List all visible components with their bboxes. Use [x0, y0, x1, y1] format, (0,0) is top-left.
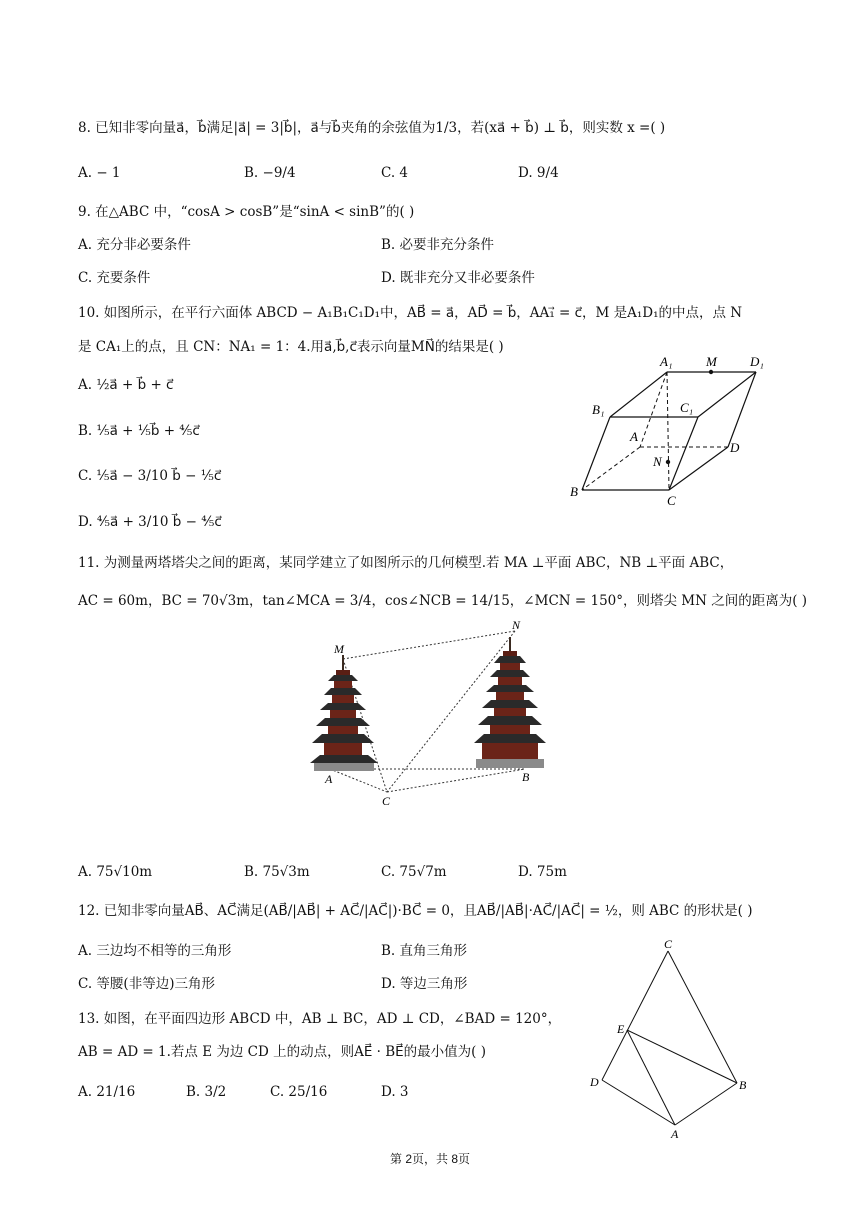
q9-stem: 9. 在△ABC 中，“cosA > cosB”是“sinA < sinB”的( ): [78, 204, 415, 220]
q8-option-a: A. − 1: [78, 165, 121, 181]
quad-label-b: B: [739, 1078, 747, 1092]
q9-option-c: C. 充要条件: [78, 270, 151, 286]
q12-option-d: D. 等边三角形: [381, 976, 468, 992]
label-d: D: [730, 440, 740, 455]
quad-label-e: E: [617, 1022, 625, 1036]
point-n: [666, 460, 670, 464]
q10-option-d: D. ⅘a⃗ + 3/10 b⃗ − ⅘c⃗: [78, 514, 222, 530]
q10-stem-line1: 10. 如图所示，在平行六面体 ABCD − A₁B₁C₁D₁中，AB⃗ = a⃗，AD⃗ = b⃗，AA₁⃗ = c⃗，M 是A₁D₁的中点，点 N: [78, 305, 743, 321]
q9-option-b: B. 必要非充分条件: [381, 237, 495, 253]
q9-option-a: A. 充分非必要条件: [78, 237, 191, 253]
q8-option-c: C. 4: [381, 165, 409, 181]
label-a: A: [630, 429, 638, 444]
quadrilateral-figure: [585, 935, 760, 1145]
parallelepiped-figure: [570, 352, 770, 512]
label-b1: B₁: [592, 402, 605, 417]
q11-stem-line1: 11. 为测量两塔塔尖之间的距离，某同学建立了如图所示的几何模型.若 MA ⊥平面 ABC，NB ⊥平面 ABC，: [78, 555, 734, 571]
q8-option-d: D. 9/4: [518, 165, 559, 181]
q13-stem-line1: 13. 如图，在平面四边形 ABCD 中，AB ⊥ BC，AD ⊥ CD，∠BAD = 120°，: [78, 1011, 562, 1027]
quad-label-d: D: [590, 1075, 599, 1089]
q13-stem-line2: AB = AD = 1.若点 E 为边 CD 上的动点，则AE⃗ · BE⃗的最小值为( ): [78, 1044, 487, 1060]
q10-option-a: A. ½a⃗ + b⃗ + c⃗: [78, 377, 174, 393]
quad-label-a: A: [671, 1127, 679, 1141]
label-n: N: [653, 454, 662, 469]
q13-option-c: C. 25/16: [270, 1084, 328, 1100]
tower-label-n: N: [512, 618, 521, 632]
q9-option-d: D. 既非充分又非必要条件: [381, 270, 535, 286]
left-pagoda-icon: [310, 655, 378, 771]
q12-option-b: B. 直角三角形: [381, 943, 468, 959]
page-footer: 第 2页，共 8页: [389, 1152, 471, 1166]
q11-stem-line2: AC = 60m，BC = 70√3m，tan∠MCA = 3/4，cos∠NCB = 14/15，∠MCN = 150°，则塔尖 MN 之间的距离为( ): [78, 593, 808, 609]
q13-option-b: B. 3/2: [186, 1084, 227, 1100]
q11-option-d: D. 75m: [518, 864, 567, 880]
q11-option-b: B. 75√3m: [244, 864, 310, 880]
q10-stem-line2: 是 CA₁上的点，且 CN：NA₁ = 1：4.用a⃗,b⃗,c⃗表示向量MN⃗的结果是( ): [78, 339, 504, 355]
label-c: C: [667, 493, 676, 508]
q13-option-a: A. 21/16: [78, 1084, 136, 1100]
point-m: [709, 370, 713, 374]
quad-label-c: C: [664, 937, 673, 951]
tower-label-a: A: [325, 772, 333, 786]
q10-option-c: C. ⅕a⃗ − 3/10 b⃗ − ⅕c⃗: [78, 468, 222, 484]
q12-option-c: C. 等腰(非等边)三角形: [78, 976, 215, 992]
tower-label-c: C: [382, 794, 391, 808]
q13-option-d: D. 3: [381, 1084, 409, 1100]
q11-option-a: A. 75√10m: [78, 864, 153, 880]
q10-option-b: B. ⅕a⃗ + ⅕b⃗ + ⅘c⃗: [78, 423, 200, 439]
label-m: M: [706, 354, 717, 369]
towers-figure: [300, 615, 570, 815]
right-pagoda-icon: [474, 637, 546, 768]
q8-stem: 8. 已知非零向量a⃗，b⃗满足|a⃗| = 3|b⃗|，a⃗与b⃗夹角的余弦值为1/3，若(xa⃗ + b⃗) ⊥ b⃗，则实数 x =( ): [78, 120, 666, 136]
q12-option-a: A. 三边均不相等的三角形: [78, 943, 232, 959]
label-c1: C₁: [680, 400, 694, 415]
label-a1: A₁: [660, 354, 673, 369]
q8-option-b: B. −9/4: [244, 165, 296, 181]
label-d1: D₁: [750, 354, 764, 369]
label-b: B: [570, 484, 578, 499]
q12-stem: 12. 已知非零向量AB⃗、AC⃗满足(AB⃗/|AB⃗| + AC⃗/|AC⃗|)·BC⃗ = 0，且AB⃗/|AB⃗|·AC⃗/|AC⃗| = ½，则 ABC 的形状是( ): [78, 903, 753, 919]
tower-label-m: M: [334, 642, 344, 656]
q11-option-c: C. 75√7m: [381, 864, 447, 880]
tower-label-b: B: [522, 770, 530, 784]
